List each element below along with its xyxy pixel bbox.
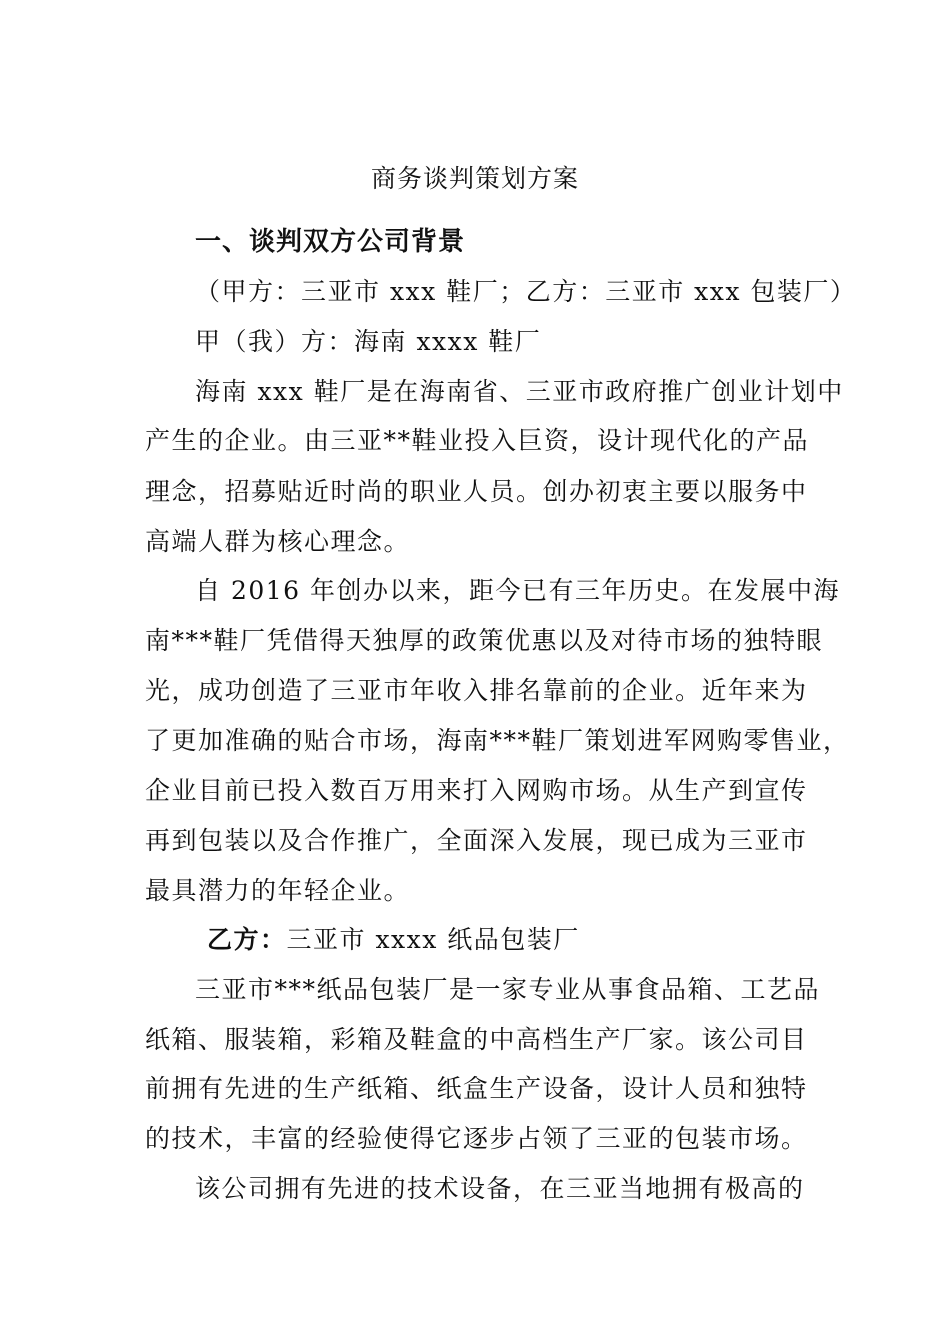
para4-line: 该公司拥有先进的技术设备，在三亚当地拥有极高的	[195, 1174, 805, 1203]
para1-line: 理念，招募贴近时尚的职业人员。创办初衷主要以服务中	[145, 477, 808, 506]
party-b-label: 乙方：	[207, 925, 287, 954]
para3-line: 的技术，丰富的经验使得它逐步占领了三亚的包装市场。	[145, 1124, 808, 1153]
document-title: 商务谈判策划方案	[370, 164, 579, 193]
para2-line: 光，成功创造了三亚市年收入排名靠前的企业。近年来为	[145, 676, 808, 705]
para2-line: 自 2016 年创办以来，距今已有三年历史。在发展中海	[195, 576, 841, 605]
section-heading: 一、谈判双方公司背景	[195, 227, 466, 257]
party-b-name: 三亚市 xxxx 纸品包装厂	[286, 925, 580, 954]
para2-line: 南***鞋厂凭借得天独厚的政策优惠以及对待市场的独特眼	[145, 626, 824, 655]
para2-line: 最具潜力的年轻企业。	[145, 876, 411, 905]
party-a-line: 甲（我）方：海南 xxxx 鞋厂	[195, 327, 542, 356]
para2-line: 了更加准确的贴合市场，海南***鞋厂策划进军网购零售业，	[145, 726, 850, 755]
para3-line: 纸箱、服装箱，彩箱及鞋盒的中高档生产厂家。该公司目	[145, 1025, 808, 1054]
para2-line: 再到包装以及合作推广，全面深入发展，现已成为三亚市	[145, 826, 808, 855]
para1-line: 海南 xxx 鞋厂是在海南省、三亚市政府推广创业计划中	[195, 377, 844, 406]
party-b-line	[207, 920, 897, 960]
para3-line: 前拥有先进的生产纸箱、纸盒生产设备，设计人员和独特	[145, 1074, 808, 1103]
parties-line: （甲方：三亚市 xxx 鞋厂；乙方：三亚市 xxx 包装厂）	[195, 277, 857, 306]
para1-line: 高端人群为核心理念。	[145, 527, 411, 556]
para1-line: 产生的企业。由三亚**鞋业投入巨资，设计现代化的产品	[145, 426, 810, 455]
para3-line: 三亚市***纸品包装厂是一家专业从事食品箱、工艺品	[195, 975, 821, 1004]
para2-line: 企业目前已投入数百万用来打入网购市场。从生产到宣传	[145, 776, 808, 805]
